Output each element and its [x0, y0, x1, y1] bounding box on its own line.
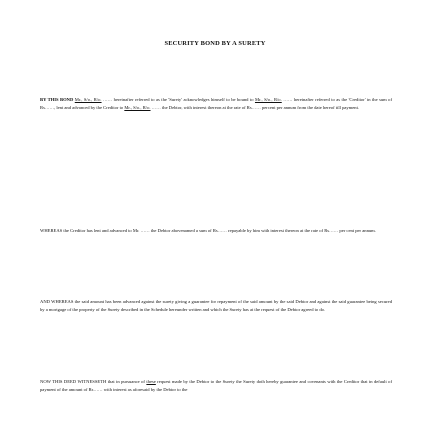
bond-text-3: …… the Debtor, with interest thereon at the rate of Rs…… percent per annum from the date hereof till payment.: [151, 105, 360, 111]
paragraph-witnesseth: [40, 378, 392, 395]
document-title: SECURITY BOND BY A SURETY: [164, 40, 266, 47]
paragraph-whereas-loan: WHEREAS the Creditor has lent and advanced to Mr. …… the Debtor abovenamed a sum of Rs…… repayable by him with interest thereon at the rate of Rs…… per cent per annum.: [40, 228, 376, 233]
witnesseth-underlined: these: [146, 379, 156, 384]
debtor-party: Mr., S/o., R/o.: [124, 105, 151, 111]
paragraph-bond-terms: [40, 96, 392, 113]
paragraph-whereas-guarantee: AND WHEREAS the said amount has been advanced against the surety giving a guarantee for repayment of the said amount by the said Debtor and against the said guarantee being secured by a mortgage of the property of the Surety described in the Schedule hereunder written and which the Surety has at the request of the Debtor agreed to do.: [40, 299, 392, 313]
bond-text-2: …… hereinafter referred to as the 'Creditor' in the sum of Rs……, lent and advanced by the Creditor to: [40, 97, 393, 111]
bond-text-1: …… hereinafter referred to as the 'Surety' acknowledges himself to be bound to: [103, 97, 254, 102]
creditor-party: Mr., S/o., R/o.: [254, 97, 282, 102]
witnesseth-text-1: NOW THIS DEED WITNESSETH that in pursuance of: [40, 379, 145, 384]
witnesseth-text-2: request made by the Debtor to the Surety the Surety doth hereby guarantee and covenants with the Creditor that in default of payment of the amount of Rs…… with interest as aforesaid by the Debtor to the: [40, 379, 392, 393]
surety-party: Mr., S/o., R/o.: [74, 97, 102, 102]
bond-lead: BY THIS BOND: [40, 97, 74, 102]
